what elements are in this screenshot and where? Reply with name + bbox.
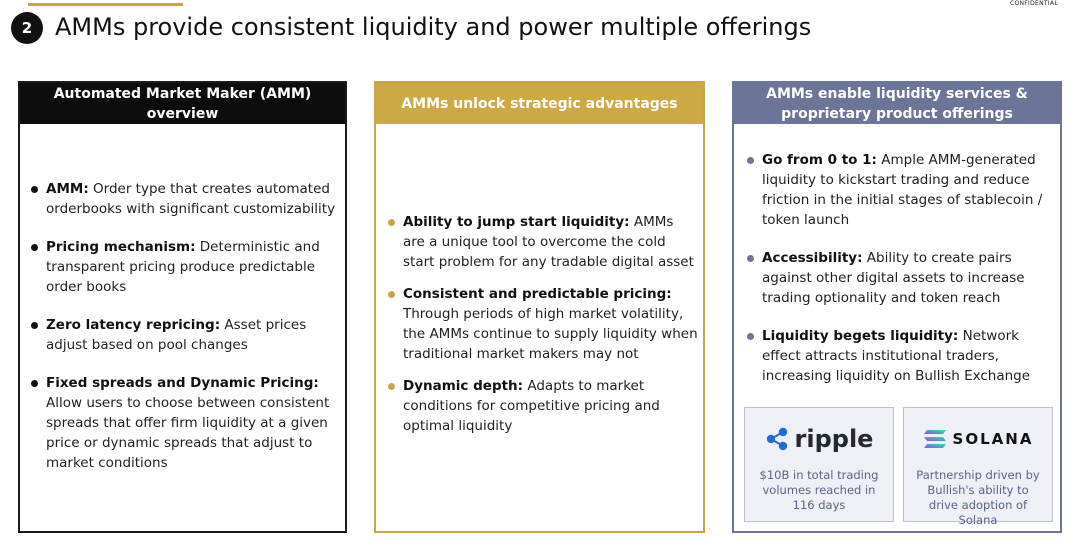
bullet-text: Adapts to market conditions for competitive pricing and optimal liquidity <box>403 378 660 434</box>
bullet-text: Ability to create pairs against other digital assets to increase trading optionality and token reach <box>762 250 1025 306</box>
list-item <box>762 248 1052 308</box>
list-item <box>46 179 336 219</box>
bullet-text: Ample AMM-generated liquidity to kickstart trading and reduce friction in the initial stages of stablecoin / token launch <box>762 152 1043 228</box>
bullet-term: AMM: <box>46 181 89 197</box>
ripple-logo-icon <box>765 426 791 452</box>
bullet-list <box>46 179 336 491</box>
bullet-text: Allow users to choose between consistent spreads that offer firm liquidity at a given price or dynamic spreads that adjust to market conditions <box>46 395 330 471</box>
bullet-icon <box>747 255 754 262</box>
bullet-list <box>762 150 1052 404</box>
bullet-term: Consistent and predictable pricing: <box>403 286 672 302</box>
strategic-advantages-panel <box>374 81 705 533</box>
bullet-term: Accessibility: <box>762 250 863 266</box>
card-caption: Partnership driven by Bullish's ability to drive adoption of Solana <box>916 468 1040 527</box>
bullet-term: Dynamic depth: <box>403 378 524 394</box>
list-item <box>403 212 698 272</box>
bullet-icon <box>31 186 38 193</box>
accent-line <box>28 3 183 6</box>
bullet-text: Asset prices adjust based on pool changes <box>46 317 307 353</box>
bullet-term: Zero latency repricing: <box>46 317 221 333</box>
card-caption: $10B in total trading volumes reached in 116 days <box>759 468 879 512</box>
ripple-logo <box>745 424 893 454</box>
bullet-term: Pricing mechanism: <box>46 239 196 255</box>
bullet-icon <box>388 219 395 226</box>
list-item <box>46 237 336 297</box>
liquidity-services-panel <box>732 81 1062 533</box>
bullet-text: Deterministic and transparent pricing produce predictable order books <box>46 239 320 295</box>
list-item <box>762 326 1052 386</box>
list-item <box>403 376 698 436</box>
solana-logo-icon <box>923 429 947 449</box>
bullet-icon <box>747 157 754 164</box>
bullet-term: Go from 0 to 1: <box>762 152 877 168</box>
bullet-text: Network effect attracts institutional traders, increasing liquidity on Bullish Exchange <box>762 328 1031 384</box>
bullet-term: Ability to jump start liquidity: <box>403 214 630 230</box>
solana-wordmark: SOLANA <box>952 430 1034 448</box>
bullet-term: Fixed spreads and Dynamic Pricing: <box>46 375 319 391</box>
bullet-text: Through periods of high market volatility, the AMMs continue to supply liquidity when traditional market makers may not <box>403 306 698 362</box>
bullet-icon <box>31 244 38 251</box>
bullet-icon <box>747 333 754 340</box>
page-title: AMMs provide consistent liquidity and power multiple offerings <box>55 13 812 41</box>
bullet-term: Liquidity begets liquidity: <box>762 328 959 344</box>
ripple-card <box>744 407 894 522</box>
confidential-label: CONFIDENTIAL <box>1009 0 1058 7</box>
bullet-icon <box>388 291 395 298</box>
panel-heading: AMMs unlock strategic advantages <box>376 83 703 124</box>
solana-logo <box>904 424 1052 454</box>
bullet-icon <box>388 383 395 390</box>
ripple-wordmark: ripple <box>794 425 874 453</box>
panel-heading: AMMs enable liquidity services & proprietary product offerings <box>734 83 1060 124</box>
bullet-text: Order type that creates automated orderbooks with significant customizability <box>46 181 336 217</box>
bullet-icon <box>31 322 38 329</box>
solana-card <box>903 407 1053 527</box>
bullet-icon <box>31 380 38 387</box>
bullet-list <box>403 212 698 448</box>
amm-overview-panel <box>18 81 347 533</box>
section-number-badge: 2 <box>11 12 43 44</box>
bullet-text: AMMs are a unique tool to overcome the cold start problem for any tradable digital asset <box>403 214 694 270</box>
list-item <box>762 150 1052 230</box>
list-item <box>46 373 336 473</box>
list-item <box>46 315 336 355</box>
list-item <box>403 284 698 364</box>
panel-heading: Automated Market Maker (AMM) overview <box>20 83 345 124</box>
